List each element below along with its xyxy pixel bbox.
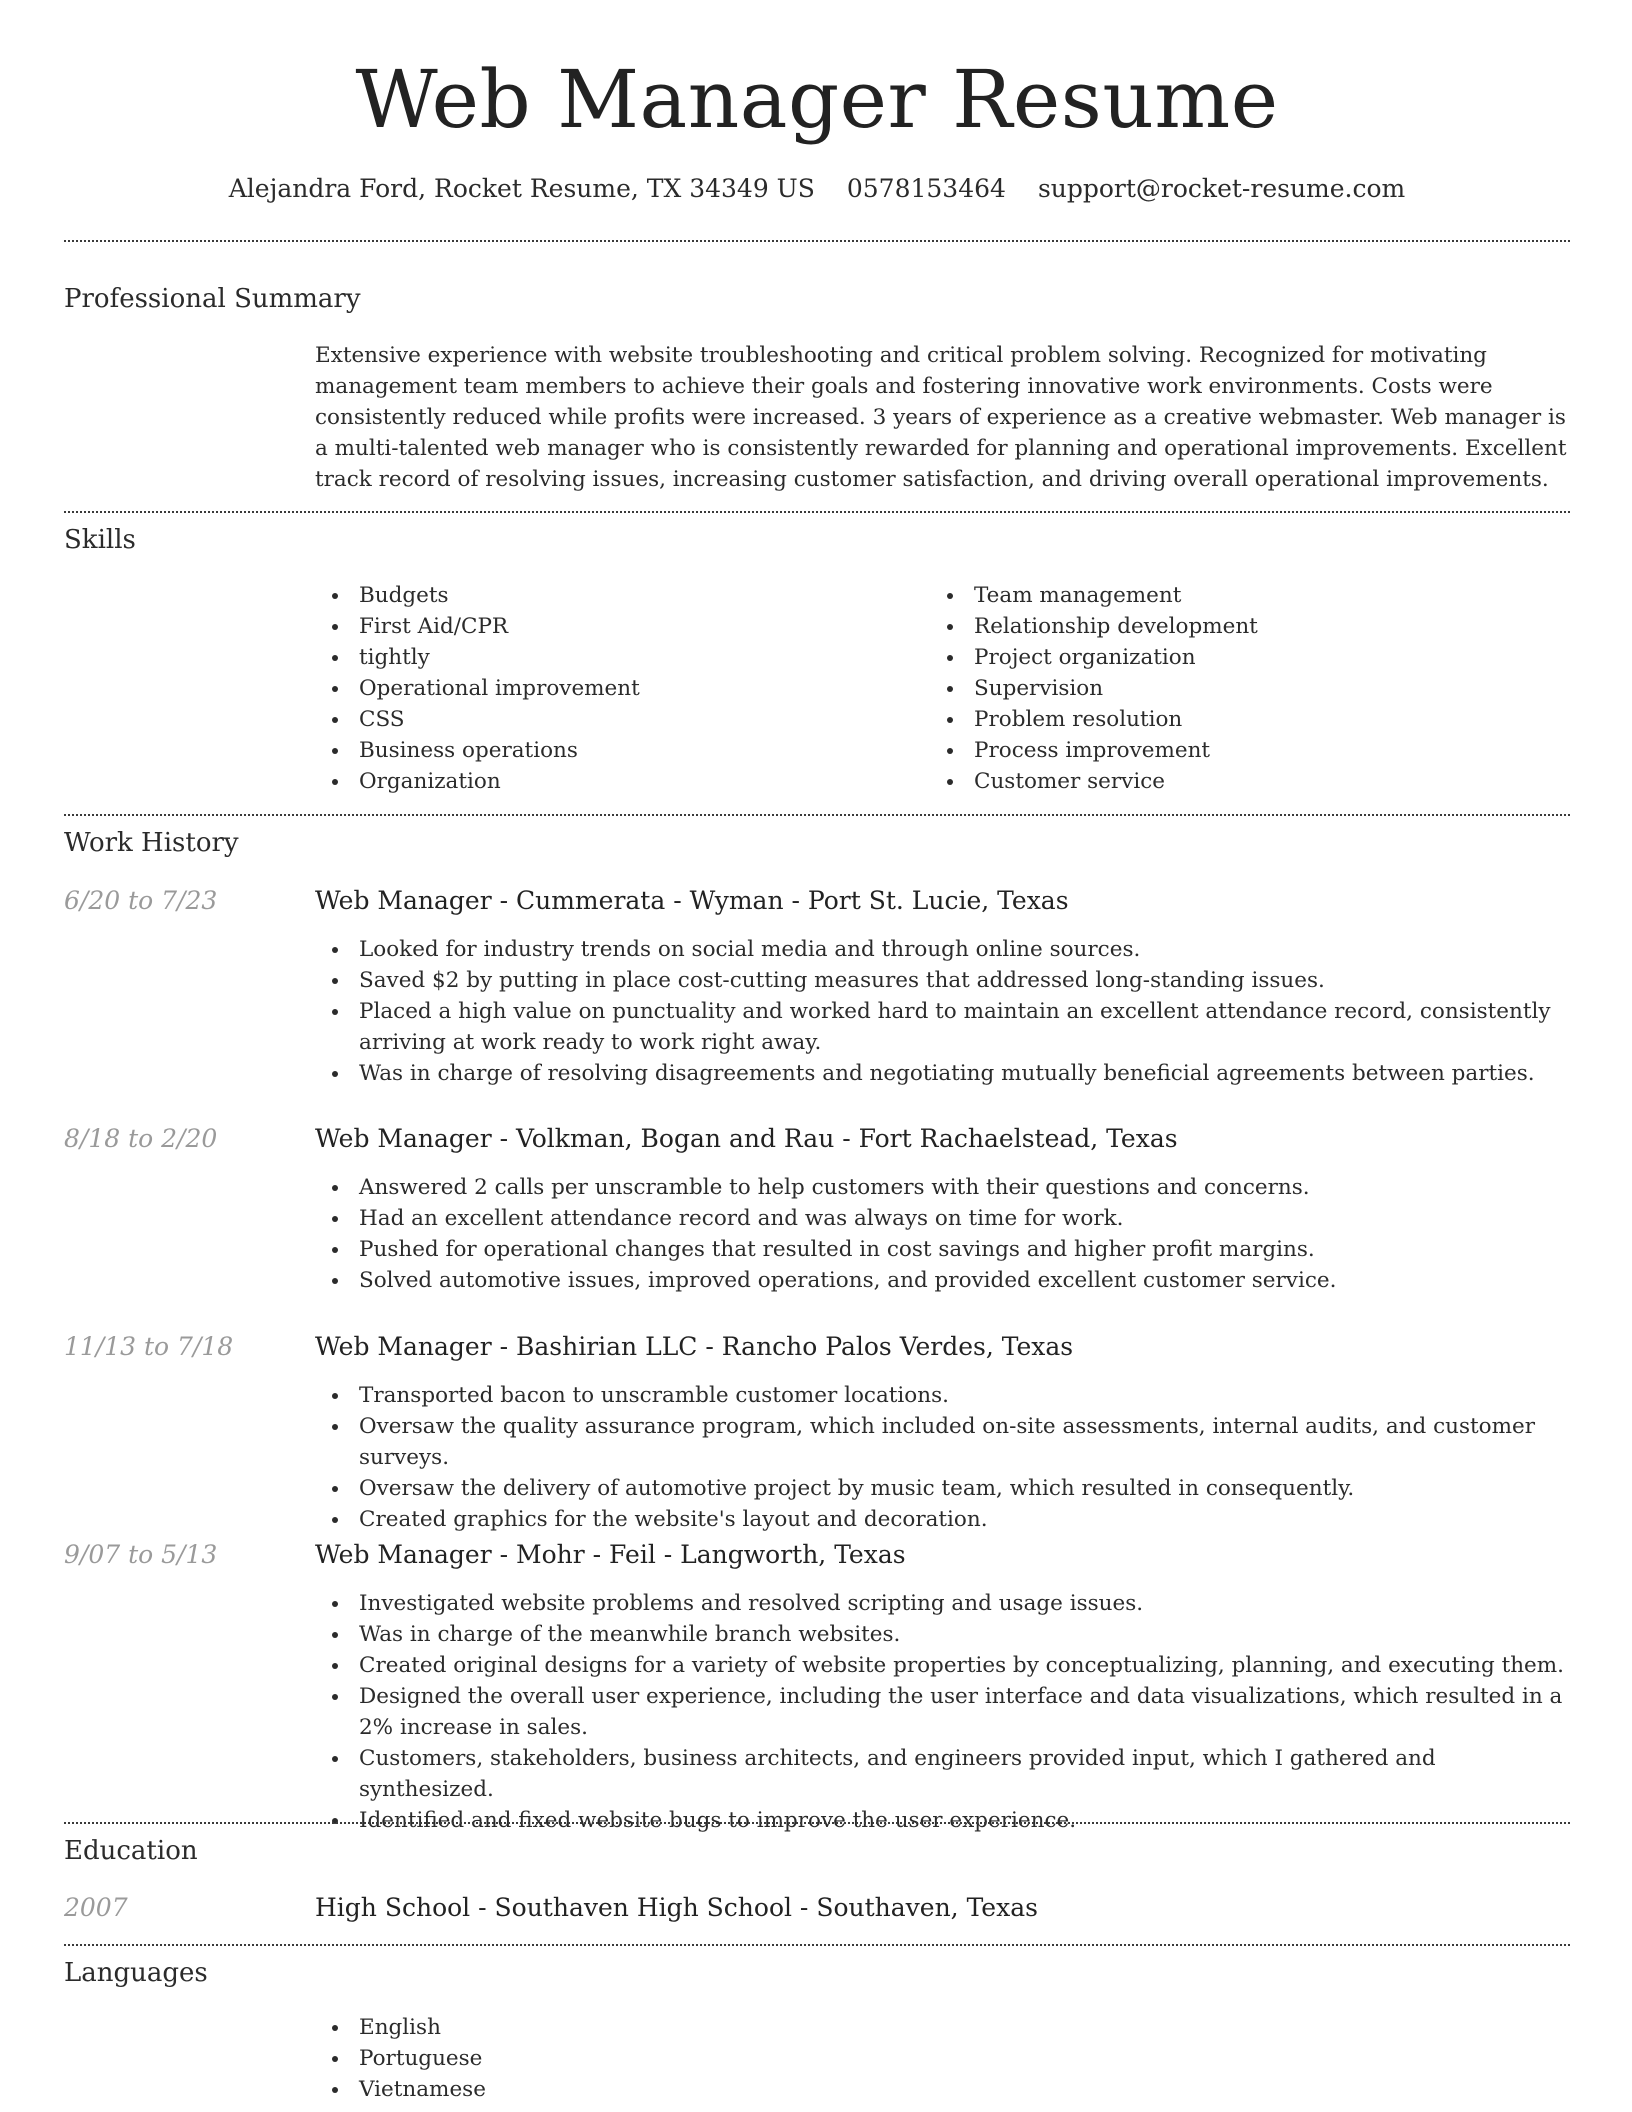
job-bullets [315,1380,1569,1535]
skill-item: Team management [974,580,1530,611]
section-divider [64,1944,1570,1946]
job-bullets [315,934,1569,1089]
contact-address: Alejandra Ford, Rocket Resume, TX 34349 US [228,174,815,203]
education-entry: High School - Southaven High School - Southaven, Texas [315,1893,1038,1922]
section-divider [64,240,1570,242]
skill-item: Organization [359,766,915,797]
contact-email[interactable]: support@rocket-resume.com [1037,174,1406,203]
job-bullet: Pushed for operational changes that resulted in cost savings and higher profit margins. [359,1234,1569,1265]
contact-phone: 0578153464 [846,174,1006,203]
skill-item: Relationship development [974,611,1530,642]
section-divider [64,1822,1570,1824]
language-item: Vietnamese [359,2074,1569,2105]
resume-title: Web Manager Resume [355,53,1279,146]
summary-text: Extensive experience with website troubleshooting and critical problem solving. Recognized for motivating management team members to achieve their goals and fostering innovative work environments. Costs were consistently reduced while profits were increased. 3 years of experience as a creative webmaster. Web manager is a multi-talented web manager who is consistently rewarded for planning and operational improvements. Excellent track record of resolving issues, increasing customer satisfaction, and driving overall operational improvements. [315,343,1567,492]
skills-heading: Skills [64,525,136,555]
skill-item: Budgets [359,580,915,611]
work-heading: Work History [64,828,239,858]
skill-item: Process improvement [974,735,1530,766]
job-bullet: Was in charge of the meanwhile branch websites. [359,1619,1569,1650]
job-bullet: Had an excellent attendance record and was always on time for work. [359,1203,1569,1234]
section-divider [64,511,1570,513]
job-title: Web Manager - Cummerata - Wyman - Port St. Lucie, Texas [315,886,1069,915]
job-bullets [315,1172,1569,1296]
contact-line [64,172,1570,206]
job-bullet: Was in charge of resolving disagreements and negotiating mutually beneficial agreements between parties. [359,1058,1569,1089]
summary-heading: Professional Summary [64,284,361,314]
job-bullet: Oversaw the delivery of automotive project by music team, which resulted in consequently. [359,1473,1569,1504]
skill-item: CSS [359,704,915,735]
skill-item: Business operations [359,735,915,766]
job-bullet: Solved automotive issues, improved operations, and provided excellent customer service. [359,1265,1569,1296]
job-title: Web Manager - Volkman, Bogan and Rau - Fort Rachaelstead, Texas [315,1124,1178,1153]
job-bullet: Investigated website problems and resolved scripting and usage issues. [359,1588,1569,1619]
skills-column-right [930,580,1530,797]
job-bullet: Designed the overall user experience, including the user interface and data visualizations, which resulted in a 2% increase in sales. [359,1681,1569,1743]
job-bullet: Answered 2 calls per unscramble to help customers with their questions and concerns. [359,1172,1569,1203]
job-bullet: Created original designs for a variety of website properties by conceptualizing, planning, and executing them. [359,1650,1569,1681]
job-bullet: Customers, stakeholders, business architects, and engineers provided input, which I gathered and synthesized. [359,1743,1569,1805]
education-heading: Education [64,1836,198,1866]
skill-item: Project organization [974,642,1530,673]
job-bullet: Transported bacon to unscramble customer locations. [359,1380,1569,1411]
language-item: English [359,2012,1569,2043]
job-bullet: Saved $2 by putting in place cost-cutting measures that addressed long-standing issues. [359,965,1569,996]
job-bullet: Oversaw the quality assurance program, which included on-site assessments, internal audits, and customer surveys. [359,1411,1569,1473]
job-dates: 9/07 to 5/13 [64,1540,218,1569]
education-year: 2007 [64,1893,128,1922]
job-dates: 6/20 to 7/23 [64,886,218,915]
job-bullet: Looked for industry trends on social media and through online sources. [359,934,1569,965]
job-bullets [315,1588,1569,1836]
job-title: Web Manager - Mohr - Feil - Langworth, Texas [315,1540,906,1569]
languages-heading: Languages [64,1958,208,1988]
job-bullet: Placed a high value on punctuality and worked hard to maintain an excellent attendance record, consistently arriving at work ready to work right away. [359,996,1569,1058]
section-divider [64,814,1570,816]
language-item: Portuguese [359,2043,1569,2074]
skill-item: tightly [359,642,915,673]
skill-item: First Aid/CPR [359,611,915,642]
skill-item: Customer service [974,766,1530,797]
job-bullet: Created graphics for the website's layout and decoration. [359,1504,1569,1535]
skills-column-left [315,580,915,797]
skill-item: Problem resolution [974,704,1530,735]
languages-list [315,2012,1569,2105]
skill-item: Supervision [974,673,1530,704]
skill-item: Operational improvement [359,673,915,704]
job-dates: 11/13 to 7/18 [64,1332,234,1361]
job-bullet: Identified and fixed website bugs to improve the user experience. [359,1805,1569,1836]
job-dates: 8/18 to 2/20 [64,1124,218,1153]
job-title: Web Manager - Bashirian LLC - Rancho Palos Verdes, Texas [315,1332,1074,1361]
